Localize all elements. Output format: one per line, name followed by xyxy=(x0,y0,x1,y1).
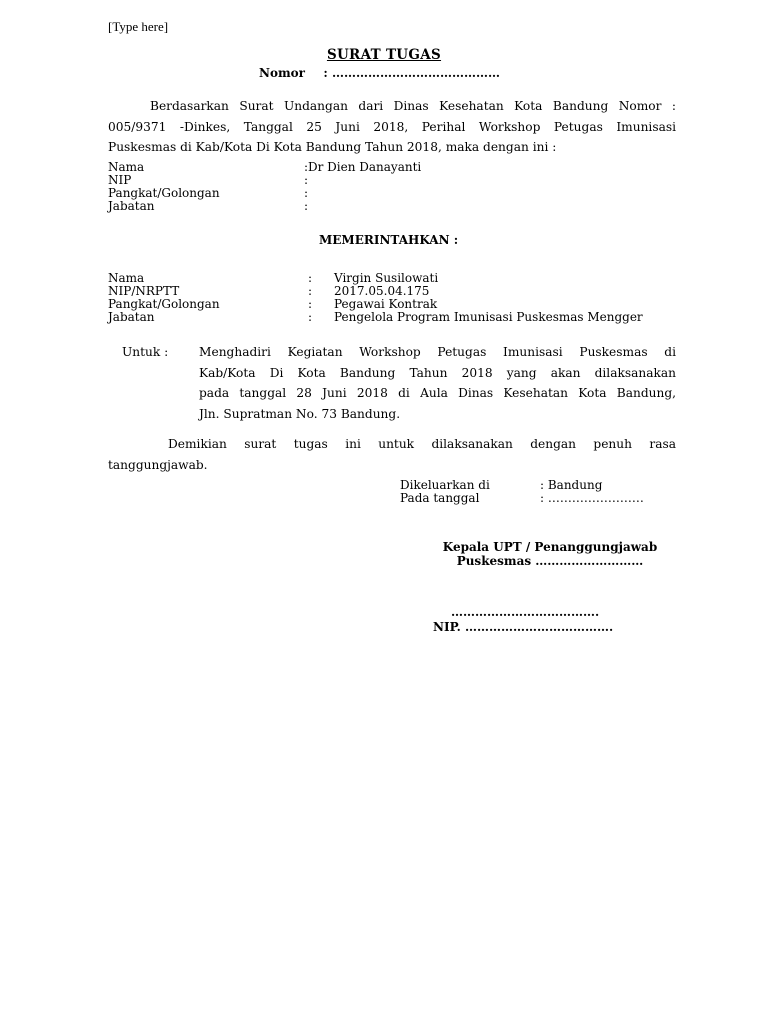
nomor-value: : …………………………………… xyxy=(323,66,500,80)
nomor-line xyxy=(259,66,500,80)
issuer-label: Nama xyxy=(108,160,145,174)
assignee-colon: : xyxy=(308,297,313,311)
closing-line-1: Demikian surat tugas ini untuk dilaksanakan dengan penuh rasa xyxy=(168,437,676,451)
intro-line-1: Berdasarkan Surat Undangan dari Dinas Kesehatan Kota Bandung Nomor : xyxy=(150,99,676,113)
assignee-value: Virgin Susilowati xyxy=(334,271,439,285)
signature-role-line-2: Puskesmas ……………………… xyxy=(456,554,644,568)
assignee-value: 2017.05.04.175 xyxy=(334,284,430,298)
issuer-label: Pangkat/Golongan xyxy=(108,186,220,200)
assignee-value: Pegawai Kontrak xyxy=(334,297,438,311)
issued-date-row xyxy=(400,491,644,505)
signature-nip: NIP. ………………………………. xyxy=(433,620,614,634)
issuer-row-jabatan xyxy=(108,199,309,213)
issuer-label: Jabatan xyxy=(108,199,155,213)
issued-date-value: : …………………… xyxy=(540,491,644,505)
untuk-line-4: Jln. Supratman No. 73 Bandung. xyxy=(199,406,401,421)
issued-place-value: : Bandung xyxy=(540,478,603,492)
intro-line-3: Puskesmas di Kab/Kota Di Kota Bandung Tahun 2018, maka dengan ini : xyxy=(108,140,557,154)
closing-line-2: tanggungjawab. xyxy=(108,457,208,472)
assignee-value: Pengelola Program Imunisasi Puskesmas Mengger xyxy=(334,310,643,324)
untuk-line-2: Kab/Kota Di Kota Bandung Tahun 2018 yang akan dilaksanakan xyxy=(199,365,676,380)
signature-role xyxy=(418,540,682,568)
assignee-colon: : xyxy=(308,284,313,298)
assignee-label: Jabatan xyxy=(108,310,155,324)
signature-name-dots: ………………………………. xyxy=(451,605,600,619)
issuer-colon: : xyxy=(304,173,309,187)
issued-date-label: Pada tanggal xyxy=(400,491,480,505)
signature-role-line-1: Kepala UPT / Penanggungjawab xyxy=(442,540,658,554)
assignee-row-jabatan xyxy=(108,310,643,324)
assignee-colon: : xyxy=(308,271,313,285)
issuer-colon: : xyxy=(304,186,309,200)
assignee-colon: : xyxy=(308,310,313,324)
nomor-label: Nomor xyxy=(259,66,305,80)
issuer-colon: : xyxy=(304,199,309,213)
closing-paragraph xyxy=(108,434,676,475)
issuer-label: NIP xyxy=(108,173,132,187)
untuk-paragraph xyxy=(199,342,676,424)
untuk-line-1: Menghadiri Kegiatan Workshop Petugas Imunisasi Puskesmas di xyxy=(199,345,676,359)
header-placeholder[interactable]: [Type here] xyxy=(108,19,169,34)
assignee-label: Pangkat/Golongan xyxy=(108,297,220,311)
assignee-label: Nama xyxy=(108,271,145,285)
intro-paragraph xyxy=(108,96,676,158)
issued-place-label: Dikeluarkan di xyxy=(400,478,490,492)
memerintahkan-heading: MEMERINTAHKAN : xyxy=(319,233,459,247)
intro-line-2: 005/9371 -Dinkes, Tanggal 25 Juni 2018, Perihal Workshop Petugas Imunisasi xyxy=(108,119,676,134)
issuer-colon: : xyxy=(304,160,309,174)
untuk-line-3: pada tanggal 28 Juni 2018 di Aula Dinas Kesehatan Kota Bandung, xyxy=(199,386,676,400)
issuer-value: Dr Dien Danayanti xyxy=(308,160,422,174)
assignee-label: NIP/NRPTT xyxy=(108,284,180,298)
document-title: SURAT TUGAS xyxy=(326,47,442,63)
untuk-label: Untuk : xyxy=(122,345,169,359)
